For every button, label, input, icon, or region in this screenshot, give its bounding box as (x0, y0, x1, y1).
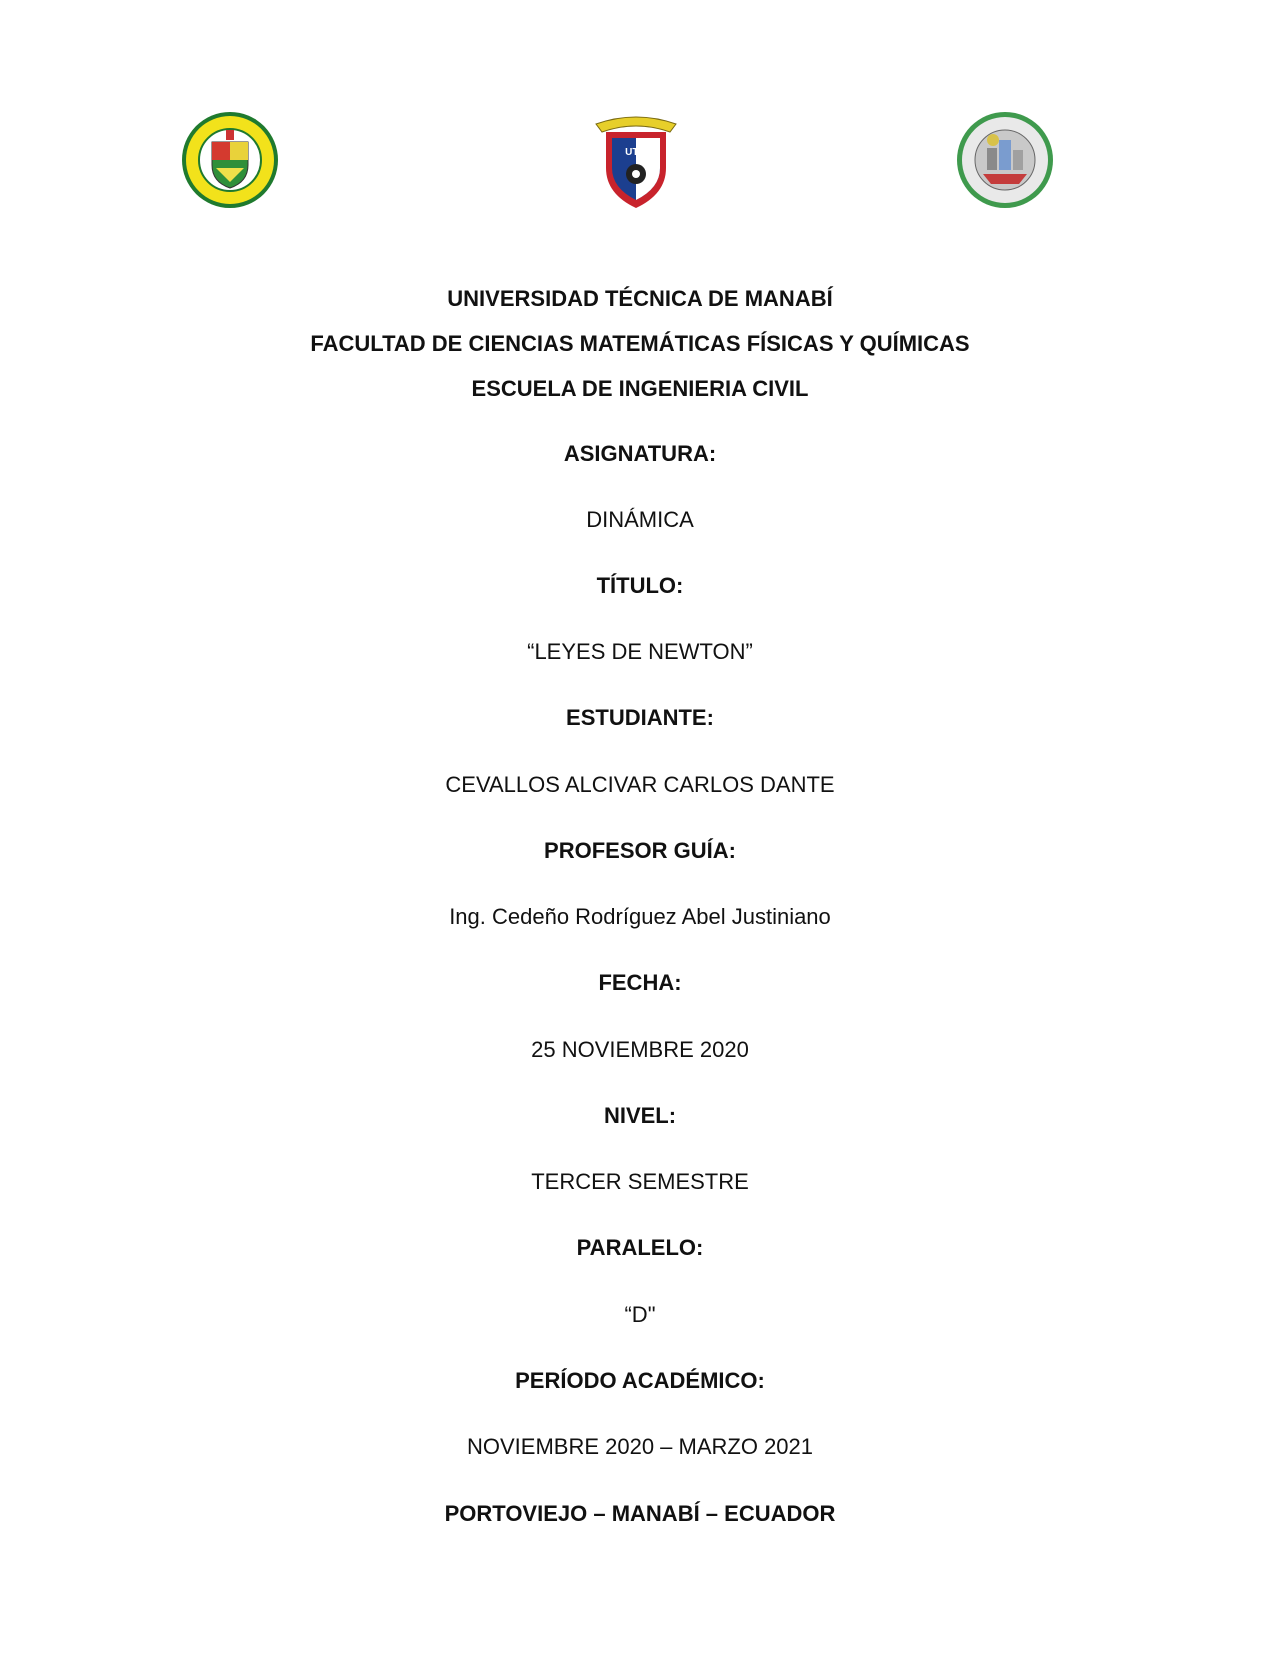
professor-value: Ing. Cedeño Rodríguez Abel Justiniano (449, 904, 831, 929)
utm-shield-logo (590, 110, 682, 220)
title-value: “LEYES DE NEWTON” (527, 639, 753, 664)
section-label: PARALELO: (576, 1235, 704, 1260)
school-name: ESCUELA DE INGENIERIA CIVIL (471, 376, 809, 401)
svg-text:UTM: UTM (625, 147, 647, 158)
faculty-name: FACULTAD DE CIENCIAS MATEMÁTICAS FÍSICAS Y QUÍMICAS (310, 331, 970, 356)
student-value: CEVALLOS ALCIVAR CARLOS DANTE (445, 772, 835, 797)
professor-label: PROFESOR GUÍA: (544, 838, 736, 863)
period-value: NOVIEMBRE 2020 – MARZO 2021 (466, 1434, 814, 1459)
location: PORTOVIEJO – MANABÍ – ECUADOR (444, 1501, 836, 1526)
level-label: NIVEL: (603, 1103, 677, 1128)
university-seal-logo (180, 110, 280, 220)
section-value: “D" (624, 1302, 656, 1327)
university-name: UNIVERSIDAD TÉCNICA DE MANABÍ (447, 286, 833, 311)
civil-engineering-seal-logo (955, 110, 1055, 220)
level-value: TERCER SEMESTRE (531, 1169, 749, 1194)
subject-label: ASIGNATURA: (563, 441, 717, 466)
period-label: PERÍODO ACADÉMICO: (515, 1368, 765, 1393)
date-value: 25 NOVIEMBRE 2020 (531, 1037, 749, 1062)
subject-value: DINÁMICA (586, 507, 694, 532)
title-label: TÍTULO: (596, 573, 684, 598)
date-label: FECHA: (598, 970, 682, 995)
student-label: ESTUDIANTE: (566, 705, 714, 730)
